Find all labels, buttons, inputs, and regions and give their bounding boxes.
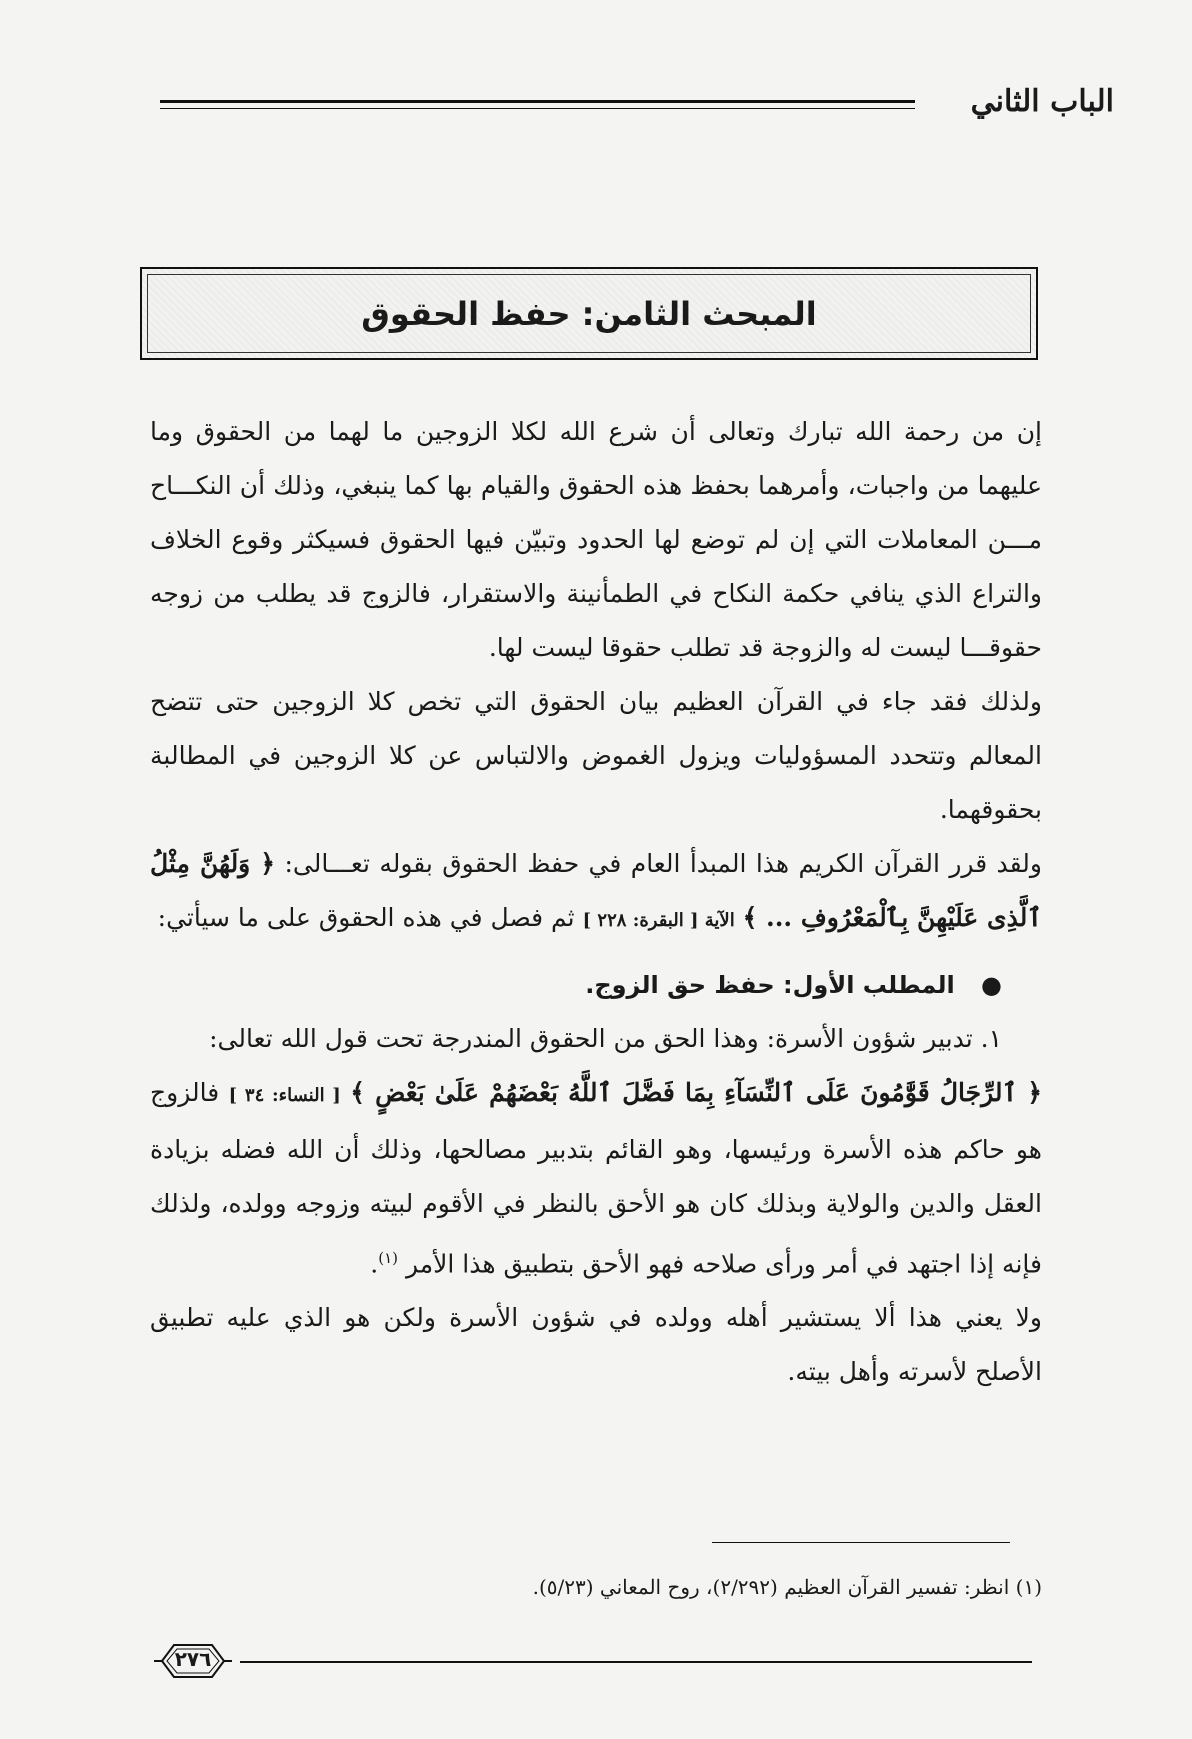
footer-rule [240,1661,1032,1663]
paragraph-intro: إن من رحمة الله تبارك وتعالى أن شرع الله لكلا الزوجين ما لهما من الحقوق وما عليهما من واجبات، وأمرهما بحفظ هذه الحقوق والقيام بها كما ينبغي، وذلك أن النكـــاح مـــن المعاملات التي إن لم توضع لها الحدود وتبيّن فيها الحقوق فسيكثر وقوع الخلاف والتراع الذي ينافي حكمة النكاح في الطمأنينة والاستقرار، فالزوج قد يطلب من زوجه حقوقـــا ليست له والزوجة قد تطلب حقوقا ليست لها. [150,417,1042,662]
list-item-family-affairs: ١. تدبير شؤون الأسرة: وهذا الحق من الحقوق المندرجة تحت قول الله تعالى: [209,1024,1002,1053]
paragraph-consultation: ولا يعني هذا ألا يستشير أهله وولده في شؤون الأسرة ولكن هو الذي عليه تطبيق الأصلح لأسرته وأهل بيته. [150,1303,1042,1387]
guardianship-text: فالزوج هو حاكم هذه الأسرة ورئيسها، وهو القائم بتدبير مصالحها، وذلك أن الله فضله بزيادة العقل والدين والولاية وبذلك كان هو الأحق بالنظر في الأقوم لبيته وزوجه وولده، ولذلك فإنه إذا اجتهد في أمر ورأى صلاحه فهو الأحق بتطبيق هذا الأمر [150,1078,1042,1279]
quran-verse-baqarah: ﴿ وَلَهُنَّ مِثْلُ ٱلَّذِى عَلَيْهِنَّ بِٱلْمَعْرُوفِ ... ﴾ [150,849,1042,932]
paragraph-quran-rights: ولذلك فقد جاء في القرآن العظيم بيان الحقوق التي تخص كلا الزوجين حتى تتضح المعالم وتتحدد المسؤوليات ويزول الغموض والالتباس عن كلا الزوجين في المطالبة بحقوقهما. [150,687,1042,824]
bullet-icon: ● [981,971,1002,999]
header-rule [160,100,915,109]
chapter-title: الباب الثاني [970,84,1114,119]
page-number-badge [152,1640,234,1682]
footnote-marker: (١) [378,1249,399,1267]
section-title-box [140,267,1038,360]
verse-reference-baqarah: الآية [ البقرة: ٢٢٨ ] [582,910,735,931]
principle-text: ولقد قرر القرآن الكريم هذا المبدأ العام في حفظ الحقوق بقوله تعـــالى: [275,849,1043,878]
principle-text-end: ثم فصل في هذه الحقوق على ما سيأتي: [157,903,575,932]
verse-reference-nisa: [ النساء: ٣٤ ] [228,1085,341,1106]
section-title: المبحث الثامن: حفظ الحقوق [361,294,817,333]
footnote-text: (١) انظر: تفسير القرآن العظيم (٢/٢٩٢)، روح المعاني (٥/٢٣). [532,1575,1042,1599]
page-number: ٢٧٦ [174,1647,212,1671]
footnote-rule [712,1542,1010,1543]
paragraph-guardianship: ﴿ ٱلرِّجَالُ قَوَّٰمُونَ عَلَى ٱلنِّسَآءِ بِمَا فَضَّلَ ٱللَّهُ بَعْضَهُمْ عَلَىٰ بَعْضٍ ﴾ [ النساء: ٣٤ ] فالزوج هو حاكم هذه الأسرة ورئيسها، وهو القائم بتدبير مصالحها، وذلك أن الله فضله بزيادة العقل والدين والولاية وبذلك كان هو الأحق بالنظر في الأقوم لبيته وزوجه وولده، ولذلك فإنه إذا اجتهد في أمر ورأى صلاحه فهو الأحق بتطبيق هذا الأمر $^{(١)}$. [150,1078,1042,1279]
subheading-husband-right [150,958,1042,1012]
paragraph-principle [150,837,1042,948]
quran-verse-nisa: ﴿ ٱلرِّجَالُ قَوَّٰمُونَ عَلَى ٱلنِّسَآءِ بِمَا فَضَّلَ ٱللَّهُ بَعْضَهُمْ عَلَىٰ بَعْضٍ ﴾ [350,1078,1042,1107]
subheading-text: المطلب الأول: حفظ حق الزوج. [585,971,955,999]
body-text [150,405,1042,1399]
